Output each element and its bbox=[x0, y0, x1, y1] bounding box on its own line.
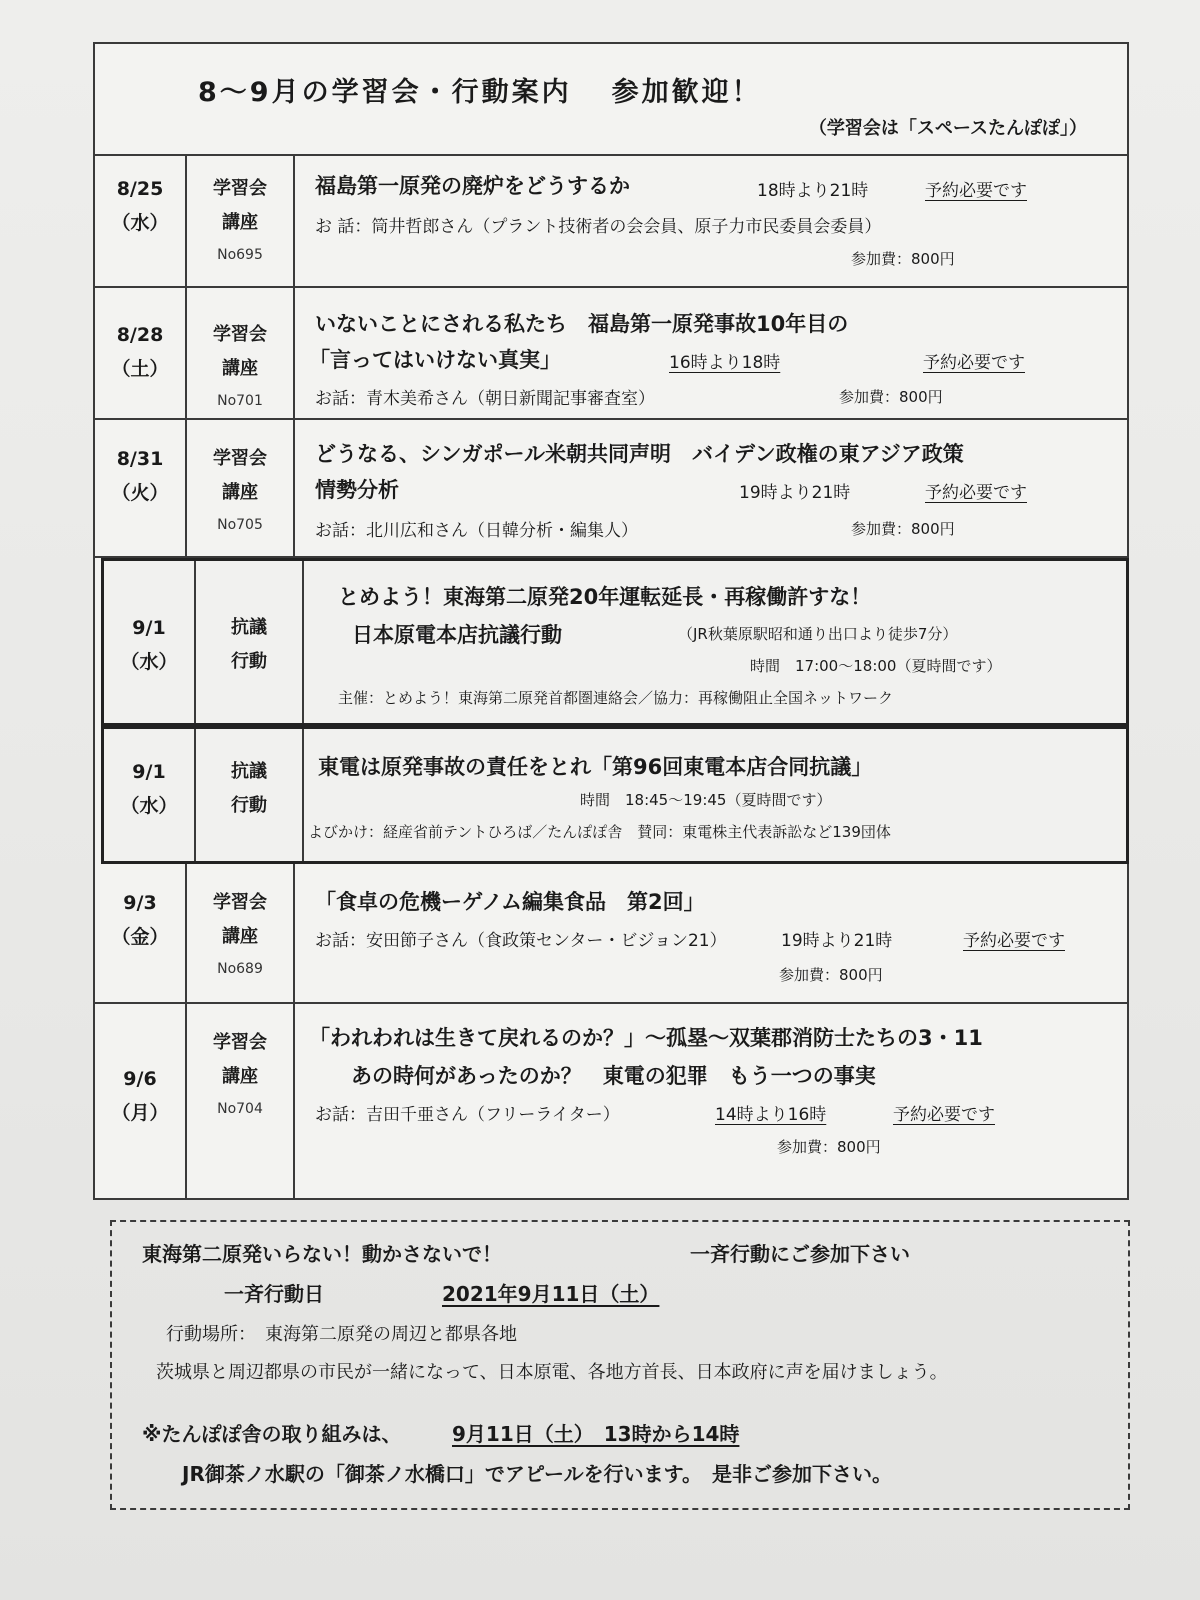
event-type-sub: 行動 bbox=[231, 651, 267, 672]
event-title-line2: 日本原電本店抗議行動 bbox=[352, 623, 562, 647]
event-date-cell bbox=[104, 729, 196, 861]
event-body bbox=[295, 154, 1127, 286]
event-date-cell bbox=[95, 420, 187, 556]
event-type: 学習会 bbox=[213, 448, 267, 469]
event-organizer: 主催：とめよう！東海第二原発首都圏連絡会／協力：再稼働阻止全国ネットワーク bbox=[338, 689, 894, 707]
event-title: 福島第一原発の廃炉をどうするか bbox=[315, 174, 630, 198]
event-body bbox=[295, 420, 1127, 556]
event-speaker: お話：安田節子さん（食政策センター・ビジョン21） bbox=[315, 931, 727, 951]
event-day: （水） bbox=[120, 651, 178, 673]
event-date: 8/25 bbox=[116, 178, 164, 200]
event-date: 9/1 bbox=[132, 617, 166, 639]
event-number: No689 bbox=[217, 961, 263, 977]
event-date: 9/6 bbox=[123, 1068, 157, 1090]
event-time: 時間 18:45〜19:45（夏時間です） bbox=[580, 791, 832, 809]
event-date: 9/3 bbox=[123, 892, 157, 914]
page-title bbox=[198, 70, 762, 109]
event-time: 時間 17:00〜18:00（夏時間です） bbox=[750, 657, 1002, 675]
event-title-line2: あの時何があったのか？ 東電の犯罪 もう一つの事実 bbox=[351, 1064, 876, 1088]
event-date-cell bbox=[95, 864, 187, 1002]
event-type-cell bbox=[187, 288, 295, 418]
event-date-cell bbox=[95, 1004, 187, 1200]
event-type-cell bbox=[187, 420, 295, 556]
event-time: 19時より21時 bbox=[739, 483, 851, 503]
event-access: （JR秋葉原駅昭和通り出口より徒歩7分） bbox=[678, 625, 958, 643]
event-title-line2: 「言ってはいけない真実」 bbox=[309, 348, 561, 372]
event-number: No704 bbox=[217, 1101, 263, 1117]
event-title: 東電は原発事故の責任をとれ「第96回東電本店合同抗議」 bbox=[318, 755, 873, 779]
event-fee: 参加費：800円 bbox=[777, 1138, 881, 1156]
event-day: （水） bbox=[111, 212, 169, 234]
event-row bbox=[104, 729, 1126, 861]
event-day: （土） bbox=[111, 358, 169, 380]
protest-box bbox=[101, 558, 1129, 726]
event-title: どうなる、シンガポール米朝共同声明 バイデン政権の東アジア政策 bbox=[315, 442, 964, 466]
event-type-sub: 講座 bbox=[222, 358, 258, 379]
event-row bbox=[104, 561, 1126, 723]
event-date: 9/1 bbox=[132, 761, 166, 783]
event-reserve: 予約必要です bbox=[963, 931, 1065, 951]
event-type: 抗議 bbox=[231, 761, 267, 782]
event-type-sub: 講座 bbox=[222, 482, 258, 503]
event-speaker: お話：北川広和さん（日韓分析・編集人） bbox=[315, 521, 638, 541]
event-speaker: お話：吉田千亜さん（フリーライター） bbox=[315, 1105, 620, 1125]
event-body bbox=[295, 1004, 1127, 1200]
event-type-cell bbox=[187, 154, 295, 286]
event-type-sub: 行動 bbox=[231, 795, 267, 816]
event-title-line2: 情勢分析 bbox=[315, 478, 399, 502]
event-type-sub: 講座 bbox=[222, 212, 258, 233]
protest-box bbox=[101, 726, 1129, 864]
event-type: 抗議 bbox=[231, 617, 267, 638]
notice-date-label: 一斉行動日 bbox=[224, 1282, 324, 1306]
event-time: 18時より21時 bbox=[757, 181, 869, 201]
event-speaker: お話：青木美希さん（朝日新聞記事審査室） bbox=[315, 389, 655, 409]
event-number: No705 bbox=[217, 517, 263, 533]
event-fee: 参加費：800円 bbox=[839, 388, 943, 406]
event-body bbox=[298, 729, 1126, 861]
schedule-table bbox=[93, 42, 1129, 1200]
event-row bbox=[95, 154, 1127, 288]
notice-tanpopo-time: 9月11日（土） 13時から14時 bbox=[452, 1422, 740, 1446]
event-type-cell bbox=[196, 561, 304, 723]
event-reserve: 予約必要です bbox=[893, 1105, 995, 1125]
event-type: 学習会 bbox=[213, 178, 267, 199]
event-type: 学習会 bbox=[213, 1032, 267, 1053]
event-day: （火） bbox=[111, 482, 169, 504]
event-reserve: 予約必要です bbox=[923, 353, 1025, 373]
event-type-cell bbox=[196, 729, 304, 861]
event-number: No695 bbox=[217, 247, 263, 263]
event-number: No701 bbox=[217, 393, 263, 409]
event-speaker: お 話：筒井哲郎さん（プラント技術者の会会員、原子力市民委員会委員） bbox=[315, 217, 882, 237]
event-time: 16時より18時 bbox=[669, 353, 781, 373]
event-row bbox=[95, 288, 1127, 420]
event-date-cell bbox=[95, 288, 187, 418]
event-type-sub: 講座 bbox=[222, 1066, 258, 1087]
event-day: （金） bbox=[111, 926, 169, 948]
event-body bbox=[295, 864, 1127, 1002]
event-time: 14時より16時 bbox=[715, 1105, 827, 1125]
event-type: 学習会 bbox=[213, 892, 267, 913]
event-body bbox=[298, 561, 1126, 723]
event-reserve: 予約必要です bbox=[925, 483, 1027, 503]
event-title: 「われわれは生きて戻れるのか？」〜孤塁〜双葉郡消防士たちの3・11 bbox=[309, 1026, 983, 1050]
event-date-cell bbox=[104, 561, 196, 723]
event-title: 「食卓の危機ーゲノム編集食品 第2回」 bbox=[315, 890, 705, 914]
event-title: いないことにされる私たち 福島第一原発事故10年目の bbox=[315, 312, 849, 336]
notice-message: 茨城県と周辺都県の市民が一緒になって、日本原電、各地方首長、日本政府に声を届けましょう。 bbox=[156, 1362, 948, 1383]
notice-date-value: 2021年9月11日（土） bbox=[442, 1282, 660, 1306]
event-time: 19時より21時 bbox=[781, 931, 893, 951]
welcome-text: 参加歓迎！ bbox=[611, 77, 762, 108]
notice-tanpopo: ※たんぽぽ舎の取り組みは、 bbox=[142, 1422, 402, 1446]
venue-note: （学習会は「スペースたんぽぽ」） bbox=[808, 118, 1087, 139]
event-organizer: よびかけ：経産省前テントひろば／たんぽぽ舎 賛同：東電株主代表訴訟など139団体 bbox=[308, 823, 891, 841]
event-date: 8/31 bbox=[116, 448, 164, 470]
event-reserve: 予約必要です bbox=[925, 181, 1027, 201]
notice-headline-join: 一斉行動にご参加下さい bbox=[690, 1242, 910, 1266]
event-day: （水） bbox=[120, 795, 178, 817]
notice-headline: 東海第二原発いらない！動かさないで！ bbox=[142, 1242, 502, 1266]
notice-place: 行動場所： 東海第二原発の周辺と都県各地 bbox=[166, 1324, 517, 1345]
schedule-header bbox=[95, 44, 1127, 156]
event-type-cell bbox=[187, 864, 295, 1002]
event-row bbox=[95, 420, 1127, 558]
event-row bbox=[95, 1004, 1127, 1200]
event-type: 学習会 bbox=[213, 324, 267, 345]
event-day: （月） bbox=[111, 1102, 169, 1124]
event-type-sub: 講座 bbox=[222, 926, 258, 947]
event-fee: 参加費：800円 bbox=[779, 966, 883, 984]
event-date: 8/28 bbox=[116, 324, 164, 346]
event-row bbox=[95, 864, 1127, 1004]
event-body bbox=[295, 288, 1127, 418]
event-title: とめよう！東海第二原発20年運転延長・再稼働許すな！ bbox=[338, 585, 872, 609]
title-text: 8〜9月の学習会・行動案内 bbox=[198, 77, 572, 108]
action-notice bbox=[110, 1220, 1130, 1510]
event-date-cell bbox=[95, 154, 187, 286]
event-fee: 参加費：800円 bbox=[851, 520, 955, 538]
event-fee: 参加費：800円 bbox=[851, 250, 955, 268]
notice-appeal: JR御茶ノ水駅の「御茶ノ水橋口」でアピールを行います。 是非ご参加下さい。 bbox=[182, 1462, 893, 1486]
event-type-cell bbox=[187, 1004, 295, 1200]
